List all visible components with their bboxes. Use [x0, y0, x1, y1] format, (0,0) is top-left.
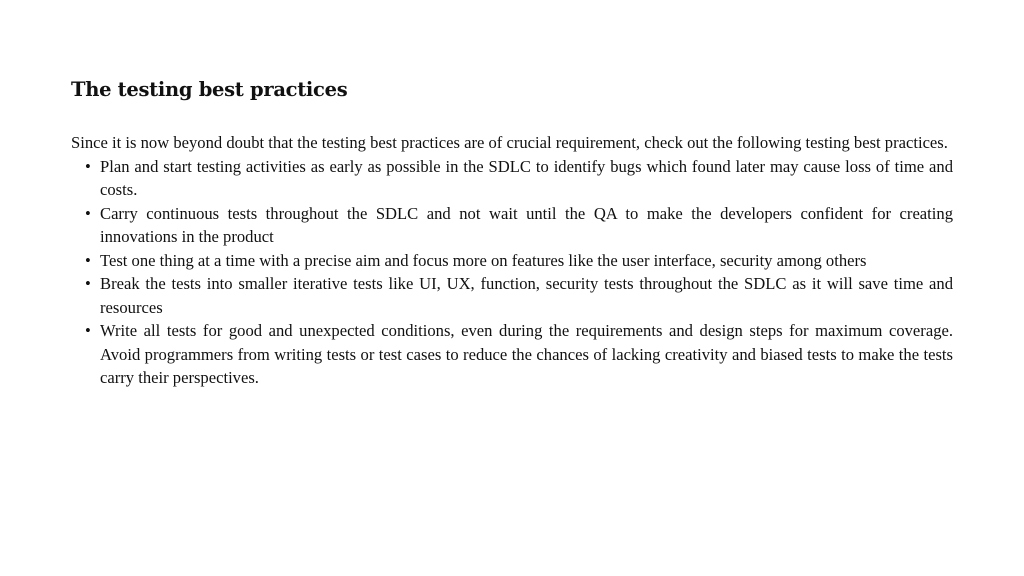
list-item: • Write all tests for good and unexpected conditions, even during the requirements and design steps for maximum coverage. Avoid programmers from writing tests or test cases to reduce the chances of lacking creativity and biased tests to make the tests carry their perspectives.	[100, 319, 953, 390]
list-item: • Plan and start testing activities as early as possible in the SDLC to identify bugs which found later may cause loss of time and costs.	[100, 155, 953, 202]
intro-paragraph: Since it is now beyond doubt that the testing best practices are of crucial requirement, check out the following testing best practices.	[71, 133, 948, 152]
best-practices-list	[71, 155, 953, 390]
list-item: • Carry continuous tests throughout the SDLC and not wait until the QA to make the developers confident for creating innovations in the product	[100, 202, 953, 249]
list-item: • Break the tests into smaller iterative tests like UI, UX, function, security tests throughout the SDLC as it will save time and resources	[100, 272, 953, 319]
page-title: The testing best practices	[71, 78, 348, 101]
list-item: • Test one thing at a time with a precise aim and focus more on features like the user interface, security among others	[100, 249, 953, 273]
slide-content	[71, 74, 953, 390]
